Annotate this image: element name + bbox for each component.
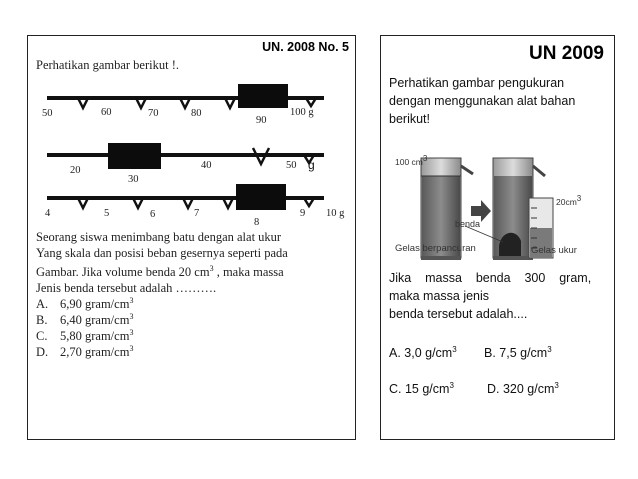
beam-2-label: 20 <box>70 165 81 176</box>
option-value: 5,80 gram/cm <box>60 329 130 344</box>
option-c[interactable] <box>389 377 454 398</box>
beam-1-label: 100 g <box>290 107 314 118</box>
option-text: C. 15 g/cm <box>389 382 450 397</box>
beam-3-label: 8 <box>254 217 260 228</box>
superscript: 3 <box>576 194 582 203</box>
triple-beam-balance-figure <box>28 36 357 236</box>
option-c[interactable] <box>36 328 133 344</box>
beam-1-label: 60 <box>101 107 112 118</box>
label-gelas-ukur: Gelas ukur <box>531 245 577 256</box>
beam-3-label: 9 <box>300 208 306 219</box>
beam-2-label: 30 <box>128 174 139 185</box>
beam-2-label: 50 <box>286 160 297 171</box>
option-d[interactable] <box>36 344 133 360</box>
option-letter: A. <box>36 297 49 312</box>
label-100 <box>395 154 427 167</box>
question-text <box>36 229 288 296</box>
option-text: B. 7,5 g/cm <box>484 346 548 361</box>
option-value: 6,40 gram/cm <box>60 313 130 328</box>
rider-weight-1 <box>238 84 288 108</box>
beam-3-label: 7 <box>194 208 200 219</box>
question-line: Jika massa benda 300 gram, <box>389 271 592 285</box>
superscript: 3 <box>129 344 134 353</box>
intro-text <box>389 74 575 128</box>
intro-text: Perhatikan gambar berikut !. <box>36 58 180 72</box>
label-benda: benda <box>455 219 481 229</box>
superscript: 3 <box>129 328 134 337</box>
beam-1-label: 90 <box>256 115 267 126</box>
option-value: 2,70 gram/cm <box>60 345 130 360</box>
rider-weight-2 <box>108 143 161 169</box>
superscript: 3 <box>449 381 454 390</box>
option-text: A. 3,0 g/cm <box>389 346 453 361</box>
question-line: maka massa jenis <box>389 289 490 303</box>
option-letter: C. <box>36 329 48 344</box>
label-text: 20cm <box>556 196 577 207</box>
superscript: 3 <box>554 381 559 390</box>
exam-tag: UN 2009 <box>529 43 604 64</box>
label-gelas-berpancuran: Gelas berpancuran <box>395 243 476 254</box>
option-a[interactable] <box>36 296 133 312</box>
beam-1-label: 50 <box>42 108 53 119</box>
option-value: 6,90 gram/cm <box>60 297 130 312</box>
superscript: 3 <box>129 296 134 305</box>
beam-2-label: 40 <box>201 160 212 171</box>
option-d[interactable] <box>487 377 559 398</box>
question-line-part: , maka massa <box>213 265 284 280</box>
question-line: Yang skala dan posisi beban gesernya seperti pada <box>36 246 288 260</box>
left-question-card <box>27 35 356 440</box>
option-b[interactable] <box>484 341 552 362</box>
intro-line: dengan menggunakan alat bahan <box>389 94 576 108</box>
label-20 <box>556 194 581 207</box>
option-text: D. 320 g/cm <box>487 382 555 397</box>
beam-1-label: 70 <box>148 108 159 119</box>
rider-weight-3 <box>236 184 286 210</box>
superscript: 3 <box>209 264 214 273</box>
label-text: 100 cm <box>395 156 423 167</box>
beam-3-label: 6 <box>150 209 156 220</box>
beam-1-label: 80 <box>191 108 202 119</box>
question-text <box>389 269 607 323</box>
option-letter: D. <box>36 345 49 360</box>
superscript: 3 <box>422 154 428 163</box>
question-line: Jenis benda tersebut adalah ………. <box>36 281 217 296</box>
superscript: 3 <box>129 312 134 321</box>
beam-2-label: g <box>308 158 315 172</box>
question-line-part: Gambar. Jika volume benda 20 cm <box>36 265 210 280</box>
question-line <box>36 261 288 280</box>
superscript: 3 <box>452 345 457 354</box>
intro-line: Perhatikan gambar pengukuran <box>389 76 565 90</box>
superscript: 3 <box>547 345 552 354</box>
question-line: Seorang siswa menimbang batu dengan alat ukur <box>36 230 282 244</box>
beam-3-label: 10 g <box>326 208 345 219</box>
exam-tag: UN. 2008 No. 5 <box>262 40 349 54</box>
intro-line: berikut! <box>389 112 430 126</box>
right-question-card <box>380 35 615 440</box>
option-b[interactable] <box>36 312 133 328</box>
option-letter: B. <box>36 313 48 328</box>
option-a[interactable] <box>389 341 457 362</box>
beam-3-label: 5 <box>104 208 110 219</box>
question-line: benda tersebut adalah.... <box>389 307 528 321</box>
beam-3-label: 4 <box>45 208 51 219</box>
